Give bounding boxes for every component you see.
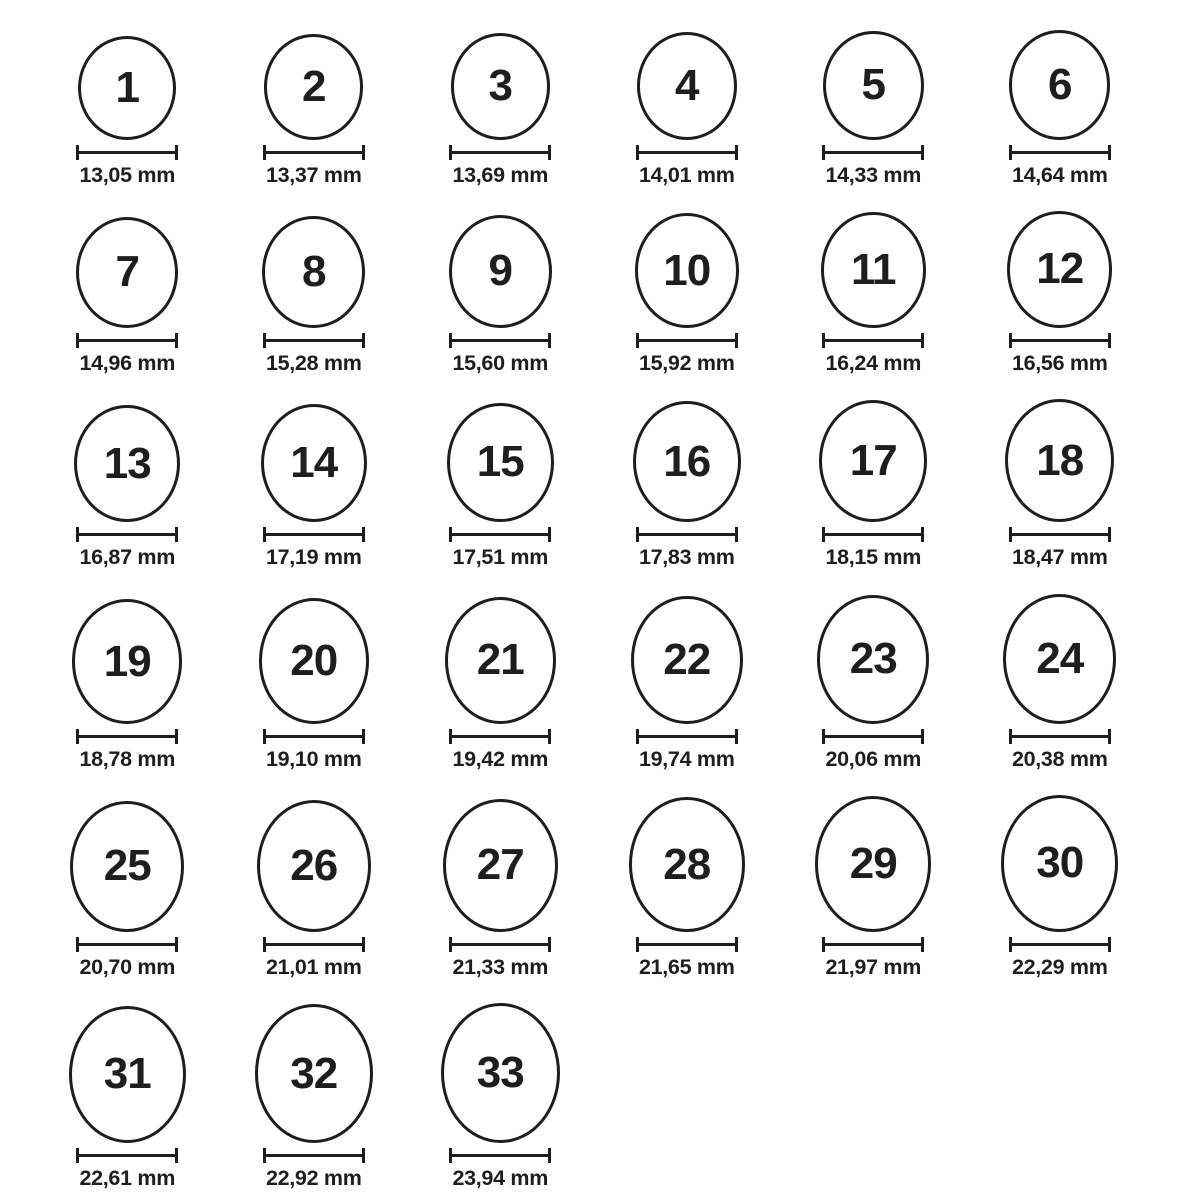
- ring-size-number: 7: [115, 247, 139, 297]
- ring-size-cell: [594, 399, 781, 570]
- ring-circle-icon: [259, 598, 369, 723]
- ring-size-number: 25: [103, 841, 151, 891]
- ring-circle-icon: [637, 32, 737, 139]
- ring-size-cell: [407, 795, 594, 979]
- ring-size-cell: [967, 594, 1154, 771]
- ring-size-row: [34, 211, 1200, 375]
- ring-circle-icon: [629, 797, 745, 931]
- ring-size-number: 16: [663, 436, 711, 486]
- ring-size-cell: [221, 594, 408, 771]
- ring-size-cell: [34, 211, 221, 375]
- diameter-ruler-icon: [76, 729, 178, 744]
- diameter-label: 17,51 mm: [452, 545, 549, 570]
- diameter-ruler-icon: [76, 527, 178, 542]
- diameter-ruler-icon: [822, 333, 924, 348]
- diameter-label: 20,70 mm: [79, 954, 176, 979]
- ring-size-cell: [34, 399, 221, 570]
- ring-size-cell: [780, 30, 967, 187]
- ring-size-cell: [221, 211, 408, 375]
- ring-size-number: 24: [1036, 633, 1084, 683]
- ring-size-row: [34, 795, 1200, 979]
- diameter-ruler-icon: [1009, 937, 1111, 952]
- ring-size-row: [34, 30, 1200, 187]
- ring-size-cell: [407, 594, 594, 771]
- ring-circle-icon: [261, 404, 367, 523]
- diameter-label: 14,64 mm: [1011, 162, 1108, 187]
- ring-size-cell: [780, 795, 967, 979]
- ring-size-number: 10: [663, 245, 711, 295]
- diameter-ruler-icon: [263, 527, 365, 542]
- diameter-ruler-icon: [263, 333, 365, 348]
- ring-size-cell: [594, 30, 781, 187]
- ring-size-number: 8: [302, 246, 326, 296]
- ring-circle-icon: [257, 800, 371, 932]
- ring-size-cell: [221, 1003, 408, 1190]
- ring-circle-icon: [447, 403, 554, 523]
- ring-size-cell: [221, 399, 408, 570]
- ring-circle-icon: [1005, 399, 1114, 522]
- ring-size-number: 28: [663, 839, 711, 889]
- ring-size-cell: [407, 30, 594, 187]
- diameter-label: 18,47 mm: [1011, 545, 1108, 570]
- ring-size-cell: [221, 795, 408, 979]
- diameter-label: 13,37 mm: [265, 162, 362, 187]
- ring-size-number: 4: [675, 60, 699, 110]
- diameter-ruler-icon: [449, 937, 551, 952]
- ring-circle-icon: [821, 212, 926, 327]
- ring-size-number: 21: [476, 635, 524, 685]
- diameter-ruler-icon: [76, 333, 178, 348]
- ring-circle-icon: [76, 217, 178, 328]
- diameter-label: 22,92 mm: [265, 1166, 362, 1191]
- diameter-ruler-icon: [822, 729, 924, 744]
- diameter-label: 17,83 mm: [638, 545, 735, 570]
- diameter-ruler-icon: [449, 145, 551, 160]
- ring-size-cell: [34, 1003, 221, 1190]
- diameter-label: 21,97 mm: [825, 954, 922, 979]
- diameter-label: 20,06 mm: [825, 746, 922, 771]
- diameter-ruler-icon: [449, 333, 551, 348]
- diameter-label: 21,65 mm: [638, 954, 735, 979]
- ring-size-number: 26: [290, 840, 338, 890]
- diameter-label: 19,10 mm: [265, 746, 362, 771]
- ring-size-cell: [967, 30, 1154, 187]
- ring-size-number: 15: [476, 437, 524, 487]
- ring-circle-icon: [633, 401, 741, 522]
- diameter-label: 23,94 mm: [452, 1166, 549, 1191]
- diameter-ruler-icon: [822, 145, 924, 160]
- diameter-label: 18,15 mm: [825, 545, 922, 570]
- diameter-ruler-icon: [636, 937, 738, 952]
- diameter-ruler-icon: [263, 937, 365, 952]
- ring-size-number: 20: [290, 635, 338, 685]
- ring-size-number: 6: [1048, 59, 1072, 109]
- diameter-label: 16,56 mm: [1011, 350, 1108, 375]
- ring-circle-icon: [635, 213, 739, 327]
- ring-circle-icon: [69, 1006, 187, 1144]
- ring-size-number: 1: [115, 62, 139, 112]
- ring-size-number: 9: [488, 246, 512, 296]
- ring-size-number: 11: [850, 244, 896, 294]
- ring-circle-icon: [255, 1004, 373, 1143]
- ring-size-cell: [780, 211, 967, 375]
- ring-size-number: 18: [1036, 435, 1084, 485]
- ring-size-number: 30: [1036, 838, 1084, 888]
- ring-size-row: [34, 1003, 1200, 1190]
- ring-circle-icon: [445, 597, 556, 723]
- ring-circle-icon: [819, 400, 927, 522]
- diameter-label: 15,60 mm: [452, 350, 549, 375]
- ring-size-cell: [407, 1003, 594, 1190]
- diameter-label: 18,78 mm: [79, 746, 176, 771]
- diameter-ruler-icon: [76, 1148, 178, 1163]
- diameter-ruler-icon: [636, 145, 738, 160]
- ring-size-number: 2: [302, 62, 326, 112]
- ring-size-number: 5: [861, 60, 885, 110]
- ring-size-cell: [34, 795, 221, 979]
- ring-circle-icon: [1007, 211, 1112, 327]
- diameter-ruler-icon: [1009, 729, 1111, 744]
- diameter-ruler-icon: [822, 937, 924, 952]
- ring-circle-icon: [817, 595, 929, 724]
- ring-size-number: 14: [290, 437, 338, 487]
- ring-size-number: 22: [663, 634, 711, 684]
- ring-circle-icon: [815, 796, 931, 931]
- diameter-ruler-icon: [1009, 527, 1111, 542]
- ring-circle-icon: [1001, 795, 1118, 931]
- ring-circle-icon: [262, 216, 365, 328]
- diameter-label: 16,87 mm: [79, 545, 176, 570]
- ring-size-cell: [967, 211, 1154, 375]
- ring-circle-icon: [631, 596, 743, 724]
- ring-size-number: 27: [476, 840, 524, 890]
- ring-size-number: 31: [103, 1049, 151, 1099]
- ring-size-cell: [780, 594, 967, 771]
- ring-size-number: 32: [290, 1048, 338, 1098]
- diameter-label: 22,29 mm: [1011, 954, 1108, 979]
- ring-size-number: 33: [476, 1048, 524, 1098]
- ring-size-cell: [594, 594, 781, 771]
- ring-size-cell: [594, 211, 781, 375]
- ring-circle-icon: [441, 1003, 560, 1143]
- diameter-label: 13,69 mm: [452, 162, 549, 187]
- diameter-label: 17,19 mm: [265, 545, 362, 570]
- ring-size-number: 23: [849, 634, 897, 684]
- diameter-ruler-icon: [263, 1148, 365, 1163]
- diameter-ruler-icon: [76, 937, 178, 952]
- diameter-ruler-icon: [636, 527, 738, 542]
- diameter-ruler-icon: [263, 145, 365, 160]
- diameter-label: 13,05 mm: [79, 162, 176, 187]
- ring-size-row: [34, 399, 1200, 570]
- diameter-ruler-icon: [822, 527, 924, 542]
- ring-circle-icon: [70, 801, 184, 932]
- ring-circle-icon: [74, 405, 180, 522]
- ring-circle-icon: [78, 36, 176, 140]
- ring-size-number: 19: [103, 636, 151, 686]
- diameter-label: 15,28 mm: [265, 350, 362, 375]
- ring-circle-icon: [264, 34, 363, 139]
- ring-circle-icon: [823, 31, 924, 139]
- ring-size-number: 12: [1036, 244, 1084, 294]
- ring-size-number: 17: [849, 436, 897, 486]
- diameter-label: 15,92 mm: [638, 350, 735, 375]
- diameter-label: 14,33 mm: [825, 162, 922, 187]
- diameter-ruler-icon: [636, 729, 738, 744]
- diameter-label: 19,42 mm: [452, 746, 549, 771]
- ring-circle-icon: [72, 599, 182, 723]
- diameter-label: 14,96 mm: [79, 350, 176, 375]
- ring-size-number: 3: [488, 61, 512, 111]
- diameter-ruler-icon: [76, 145, 178, 160]
- ring-size-cell: [34, 594, 221, 771]
- ring-circle-icon: [449, 215, 552, 328]
- diameter-label: 21,33 mm: [452, 954, 549, 979]
- ring-size-number: 29: [849, 839, 897, 889]
- ring-circle-icon: [1009, 30, 1110, 140]
- diameter-label: 19,74 mm: [638, 746, 735, 771]
- diameter-label: 21,01 mm: [265, 954, 362, 979]
- ring-circle-icon: [443, 799, 558, 932]
- ring-size-cell: [34, 30, 221, 187]
- diameter-ruler-icon: [263, 729, 365, 744]
- diameter-ruler-icon: [636, 333, 738, 348]
- ring-size-cell: [221, 30, 408, 187]
- diameter-ruler-icon: [449, 729, 551, 744]
- ring-size-cell: [780, 399, 967, 570]
- ring-circle-icon: [451, 33, 550, 139]
- ring-size-cell: [407, 211, 594, 375]
- diameter-label: 22,61 mm: [79, 1166, 176, 1191]
- diameter-ruler-icon: [1009, 145, 1111, 160]
- ring-size-cell: [594, 795, 781, 979]
- diameter-ruler-icon: [1009, 333, 1111, 348]
- diameter-ruler-icon: [449, 1148, 551, 1163]
- diameter-label: 14,01 mm: [638, 162, 735, 187]
- ring-size-cell: [407, 399, 594, 570]
- diameter-ruler-icon: [449, 527, 551, 542]
- ring-size-cell: [967, 795, 1154, 979]
- ring-size-cell: [967, 399, 1154, 570]
- ring-circle-icon: [1003, 594, 1116, 724]
- ring-size-number: 13: [103, 438, 151, 488]
- diameter-label: 16,24 mm: [825, 350, 922, 375]
- diameter-label: 20,38 mm: [1011, 746, 1108, 771]
- ring-size-row: [34, 594, 1200, 771]
